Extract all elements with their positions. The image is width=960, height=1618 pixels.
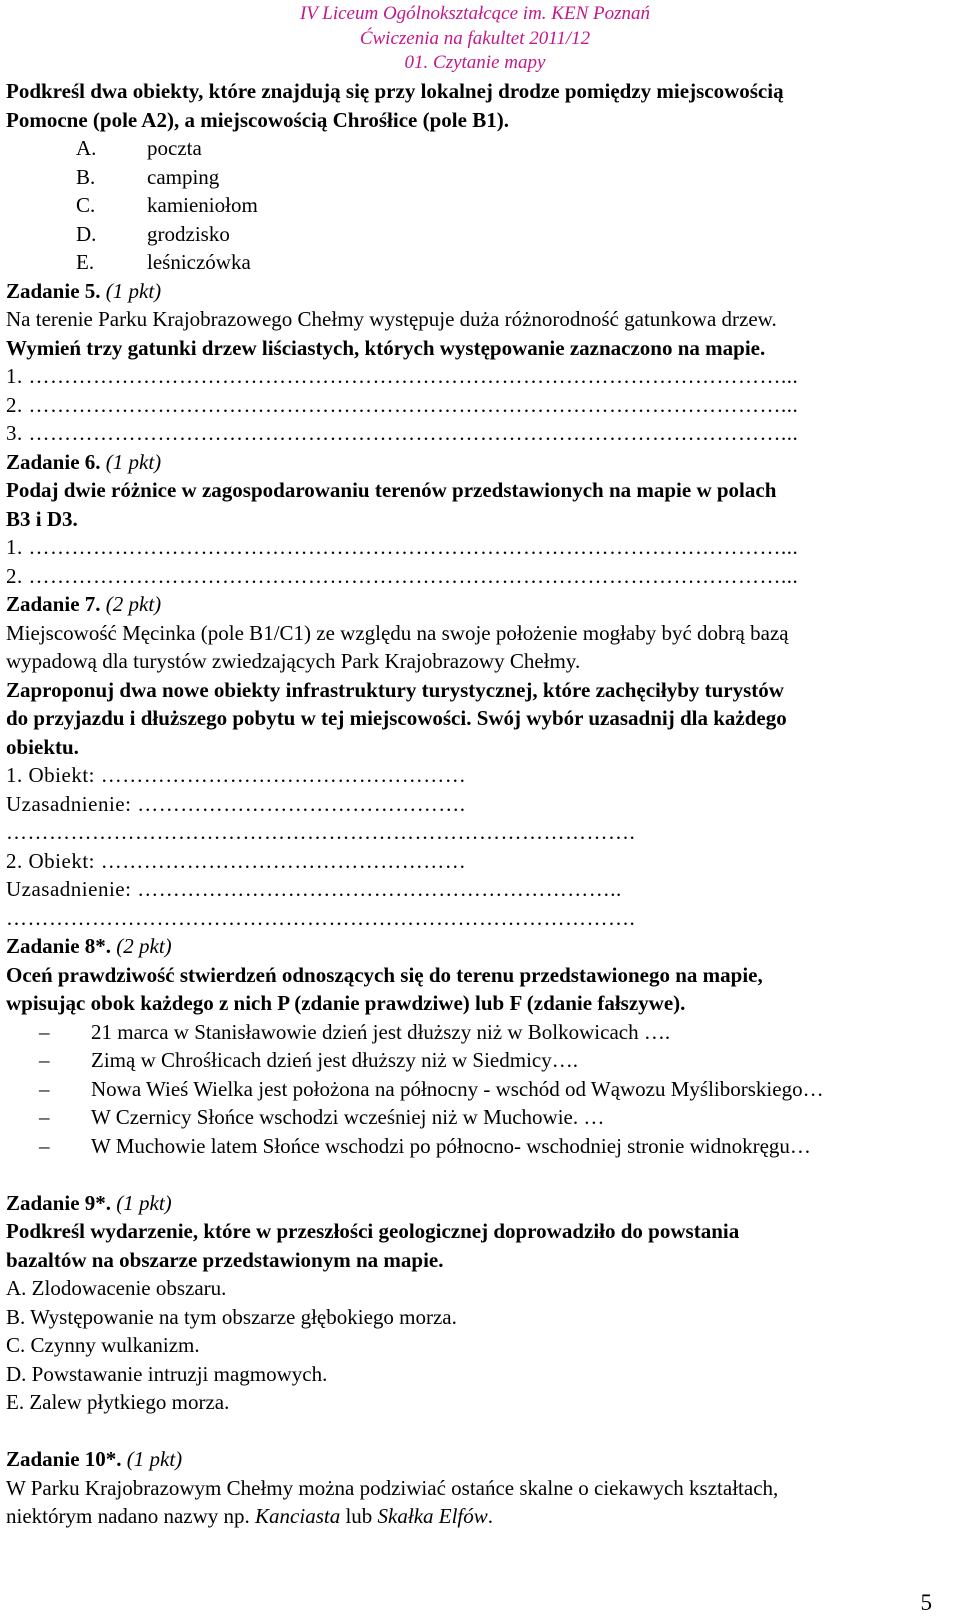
- q5-title: Zadanie 5.: [6, 278, 101, 303]
- q8-statement-3[interactable]: [6, 1075, 946, 1104]
- rock-name-skalka-elfow: Skałka Elfów: [377, 1504, 488, 1528]
- question-7: [6, 590, 946, 932]
- q8-title: Zadanie 8*.: [6, 934, 112, 958]
- option-letter: C.: [76, 193, 96, 217]
- q4-option-b[interactable]: [6, 163, 946, 192]
- q6-points: (1 pkt): [105, 449, 162, 474]
- statement-text: Nowa Wieś Wielka jest położona na północny - wschód od Wąwozu Myśliborskiego…: [91, 1076, 824, 1101]
- option-letter: A.: [76, 136, 97, 160]
- q5-points: (1 pkt): [105, 278, 162, 303]
- q7-points: (2 pkt): [105, 592, 162, 616]
- page-header: [300, 2, 650, 76]
- worksheet: [6, 77, 946, 1531]
- question-10: [6, 1445, 946, 1531]
- q7-justification-2-cont[interactable]: …………………………………………………………………………….: [6, 905, 636, 930]
- dash-bullet: –: [39, 1048, 50, 1072]
- q7-task-line-3: obiektu.: [6, 734, 79, 759]
- q10-title: Zadanie 10*.: [6, 1447, 122, 1471]
- rock-name-kanciasta: Kanciasta: [255, 1504, 341, 1528]
- q9-task-line-2: bazaltów na obszarze przedstawionym na mapie.: [6, 1247, 444, 1272]
- q7-object-2[interactable]: 2. Obiekt: ……………………………………………: [6, 848, 467, 873]
- q4-option-e[interactable]: [6, 248, 946, 277]
- q4-option-a[interactable]: [6, 134, 946, 163]
- question-4: [6, 77, 946, 277]
- q7-justification-1-cont[interactable]: …………………………………………………………………………….: [6, 820, 636, 844]
- q10-points: (1 pkt): [126, 1447, 183, 1471]
- page-number: 5: [920, 1590, 932, 1615]
- statement-text: 21 marca w Stanisławowie dzień jest dłuższy niż w Bolkowicach ….: [91, 1019, 671, 1044]
- option-text: poczta: [147, 136, 202, 160]
- q4-text-line-2: Pomocne (pole A2), a miejscowością Chrośłice (pole B1).: [6, 107, 509, 132]
- q9-option-b[interactable]: B. Występowanie na tym obszarze głębokiego morza.: [6, 1304, 457, 1329]
- q6-task-line-1: Podaj dwie różnice w zagospodarowaniu terenów przedstawionych na mapie w polach: [6, 478, 777, 502]
- q7-intro-line-1: Miejscowość Męcinka (pole B1/C1) ze względu na swoje położenie mogłaby być dobrą bazą: [6, 620, 789, 645]
- section-title: 01. Czytanie mapy: [404, 52, 546, 73]
- q5-answer-3[interactable]: 3. ……………………………………………………………………………………………...: [6, 421, 799, 445]
- dash-bullet: –: [39, 1076, 50, 1101]
- option-text: kamieniołom: [147, 193, 258, 217]
- q10-text-line-2: [6, 1502, 946, 1531]
- option-letter: E.: [76, 250, 95, 274]
- question-9: [6, 1189, 946, 1417]
- q7-task-line-2: do przyjazdu i dłuższego pobytu w tej miejscowości. Swój wybór uzasadnij dla każdego: [6, 706, 787, 730]
- q6-answer-1[interactable]: 1. ……………………………………………………………………………………………...: [6, 535, 799, 559]
- question-5: [6, 277, 946, 448]
- q10-text-start: niektórym nadano nazwy np.: [6, 1504, 256, 1528]
- q7-justification-1[interactable]: Uzasadnienie: ……………………………………….: [6, 791, 466, 816]
- q8-task-line-1: Oceń prawdziwość stwierdzeń odnoszących się do terenu przedstawionego na mapie,: [6, 962, 763, 987]
- spacer: [6, 1417, 946, 1446]
- course-title: Ćwiczenia na fakultet 2011/12: [359, 27, 591, 49]
- q10-text-end: .: [487, 1504, 494, 1528]
- q8-statement-1[interactable]: [6, 1018, 946, 1047]
- option-letter: D.: [76, 221, 97, 246]
- q8-statement-5[interactable]: [6, 1132, 946, 1161]
- spacer: [6, 1160, 946, 1189]
- q8-statement-4[interactable]: [6, 1103, 946, 1132]
- q7-intro-line-2: wypadową dla turystów zwiedzających Park Krajobrazowy Chełmy.: [6, 649, 581, 673]
- q4-option-c[interactable]: [6, 191, 946, 220]
- question-8: [6, 932, 946, 1160]
- q8-task-line-2: wpisując obok każdego z nich P (zdanie prawdziwe) lub F (zdanie fałszywe).: [6, 991, 686, 1015]
- dash-bullet: –: [39, 1133, 50, 1158]
- q9-points: (1 pkt): [116, 1190, 172, 1215]
- q5-answer-2[interactable]: 2. ……………………………………………………………………………………………...: [6, 392, 799, 417]
- q5-answer-1[interactable]: 1. ……………………………………………………………………………………………...: [6, 364, 799, 388]
- q8-points: (2 pkt): [116, 934, 172, 958]
- option-letter: B.: [76, 164, 96, 189]
- q9-option-a[interactable]: A. Zlodowacenie obszaru.: [6, 1276, 227, 1300]
- statement-text: W Muchowie latem Słońce wschodzi po północno- wschodniej stronie widnokręgu…: [91, 1133, 811, 1158]
- q8-statement-2[interactable]: [6, 1046, 946, 1075]
- q9-title: Zadanie 9*.: [6, 1190, 112, 1215]
- question-6: [6, 448, 946, 591]
- q7-justification-2[interactable]: Uzasadnienie: …………………………………………………………..: [6, 877, 622, 901]
- dash-bullet: –: [39, 1019, 50, 1044]
- q7-title: Zadanie 7.: [6, 592, 101, 616]
- option-text: camping: [147, 164, 220, 189]
- q7-object-1[interactable]: 1. Obiekt: ……………………………………………: [6, 763, 467, 787]
- q6-title: Zadanie 6.: [6, 449, 101, 474]
- q10-text-line-1: W Parku Krajobrazowym Chełmy można podziwiać ostańce skalne o ciekawych kształtach,: [6, 1475, 779, 1500]
- q10-text-mid: lub: [340, 1504, 378, 1528]
- school-name: IV Liceum Ogólnokształcące im. KEN Poznań: [299, 3, 650, 24]
- option-text: grodzisko: [147, 221, 230, 246]
- dash-bullet: –: [39, 1105, 50, 1129]
- q5-task: Wymień trzy gatunki drzew liściastych, których występowanie zaznaczono na mapie.: [6, 335, 766, 360]
- q7-task-line-1: Zaproponuj dwa nowe obiekty infrastruktury turystycznej, które zachęciłyby turystów: [6, 677, 784, 702]
- q9-option-d[interactable]: D. Powstawanie intruzji magmowych.: [6, 1361, 328, 1386]
- statement-text: W Czernicy Słońce wschodzi wcześniej niż w Muchowie. …: [91, 1105, 605, 1129]
- q6-answer-2[interactable]: 2. ……………………………………………………………………………………………...: [6, 563, 799, 588]
- option-text: leśniczówka: [147, 250, 251, 274]
- q4-text-line-1: Podkreśl dwa obiekty, które znajdują się przy lokalnej drodze pomiędzy miejscowością: [6, 79, 784, 103]
- q4-option-d[interactable]: [6, 220, 946, 249]
- q9-task-line-1: Podkreśl wydarzenie, które w przeszłości geologicznej doprowadziło do powstania: [6, 1219, 740, 1243]
- q6-task-line-2: B3 i D3.: [6, 506, 78, 531]
- q9-option-e[interactable]: E. Zalew płytkiego morza.: [6, 1390, 230, 1414]
- statement-text: Zimą w Chrośłicach dzień jest dłuższy niż w Siedmicy….: [91, 1048, 578, 1072]
- q9-option-c[interactable]: C. Czynny wulkanizm.: [6, 1333, 200, 1357]
- q5-intro: Na terenie Parku Krajobrazowego Chełmy występuje duża różnorodność gatunkowa drzew.: [6, 307, 777, 331]
